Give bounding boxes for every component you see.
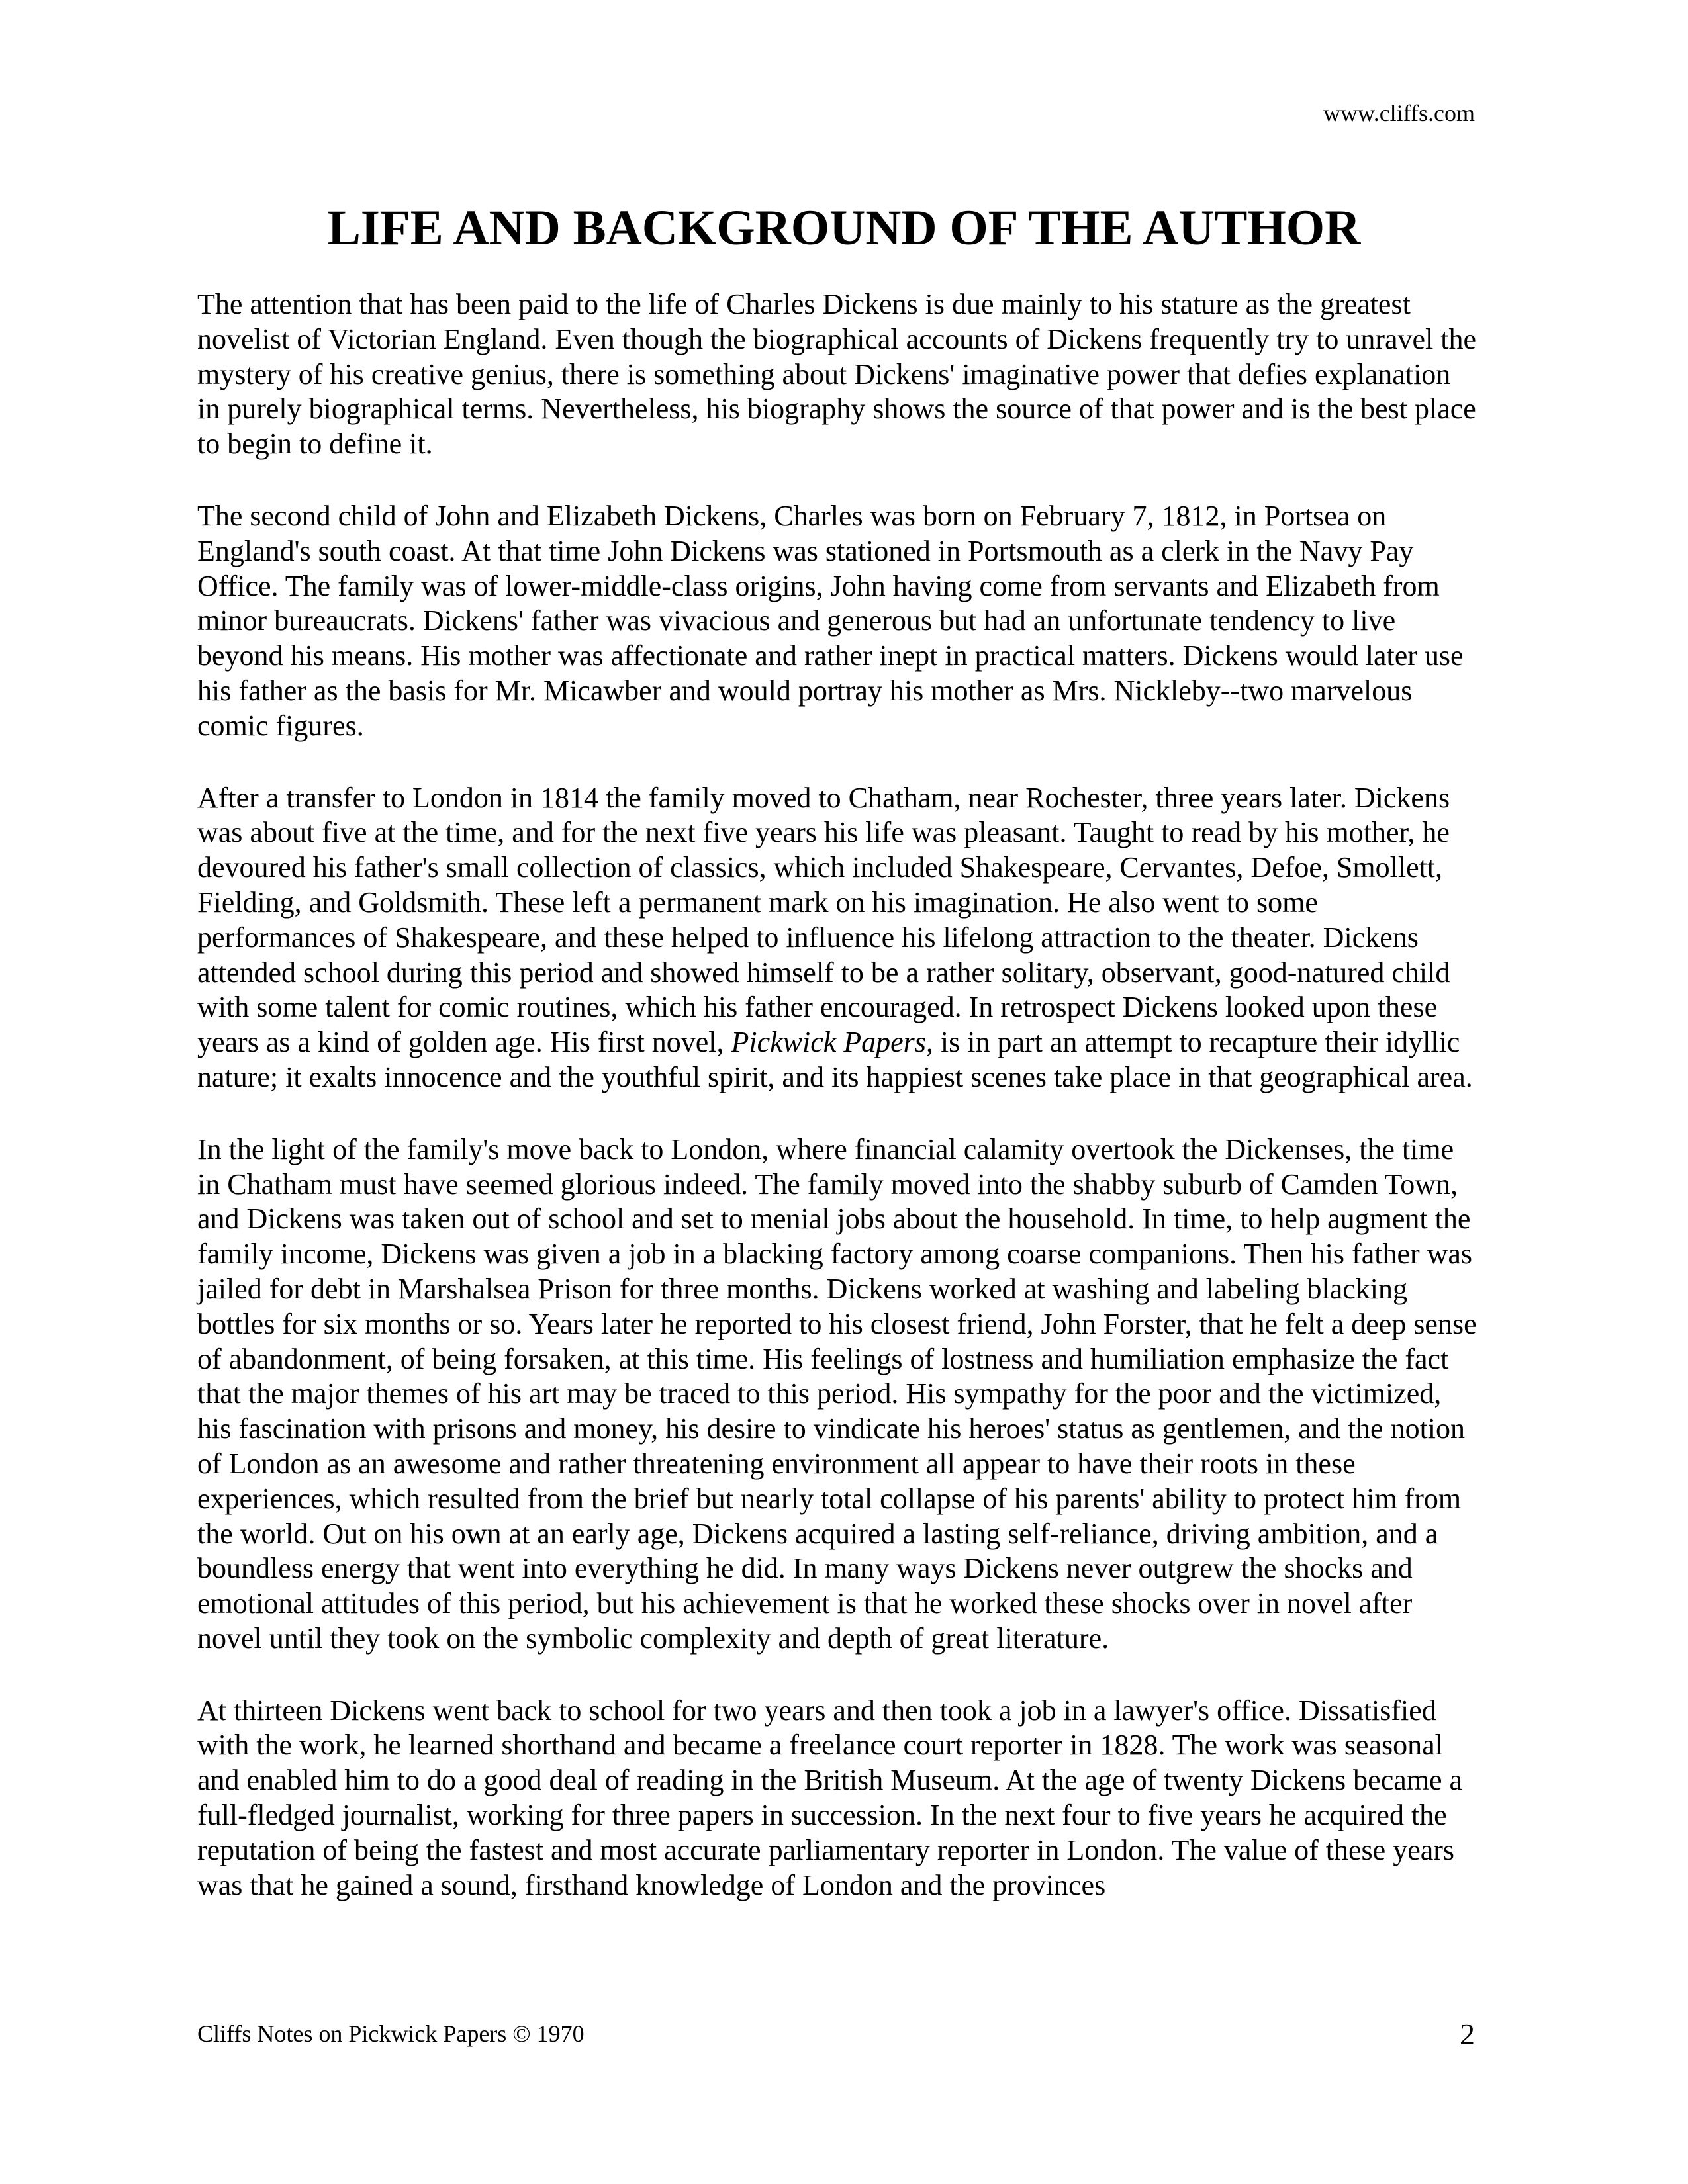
page-title: LIFE AND BACKGROUND OF THE AUTHOR [327, 201, 1361, 255]
paragraph-journalism: At thirteen Dickens went back to school for two years and then took a job in a lawyer's office. Dissatisfied with the work, he learned shorthand and became a freelance court reporter in 1828. The work was seasonal and enabled him to do a good deal of reading in the British Museum. At the age of twenty Dickens became a full-fledged journalist, working for three papers in succession. In the next four to five years he acquired the reputation of being the fastest and most accurate parliamentary reporter in London. The value of these years was that he gained a sound, firsthand knowledge of London and the provinces [197, 1694, 1463, 1901]
paragraph-intro: The attention that has been paid to the life of Charles Dickens is due mainly to his stature as the greatest novelist of Victorian England. Even though the biographical accounts of Dickens frequently try to unravel the mystery of his creative genius, there is something about Dickens' imaginative power that defies explanation in purely biographical terms. Nevertheless, his biography shows the source of that power and is the best place to begin to define it. [197, 288, 1477, 461]
paragraph-london: In the light of the family's move back to London, where financial calamity overtook the Dickenses, the time in Chatham must have seemed glorious indeed. The family moved into the shabby suburb of Camden Town, and Dickens was taken out of school and set to menial jobs about the household. In time, to help augment the family income, Dickens was given a job in a blacking factory among coarse companions. Then his father was jailed for debt in Marshalsea Prison for three months. Dickens worked at washing and labeling blacking bottles for six months or so. Years later he reported to his closest friend, John Forster, that he felt a deep sense of abandonment, of being forsaken, at this time. His feelings of lostness and humiliation emphasize the fact that the major themes of his art may be traced to this period. His sympathy for the poor and the victimized, his fascination with prisons and money, his desire to vindicate his heroes' status as gentlemen, and the notion of London as an awesome and rather threatening environment all appear to have their roots in these experiences, which resulted from the brief but nearly total collapse of his parents' ability to protect him from the world. Out on his own at an early age, Dickens acquired a lasting self-reliance, driving ambition, and a boundless energy that went into everything he did. In many ways Dickens never outgrew the shocks and emotional attitudes of this period, but his achievement is that he worked these shocks over in novel after novel until they took on the symbolic complexity and depth of great literature. [197, 1132, 1477, 1655]
paragraph-chatham [197, 781, 1479, 1095]
footer-source: Cliffs Notes on Pickwick Papers © 1970 [197, 2021, 585, 2047]
book-title-pickwick-papers: Pickwick Papers, [731, 1026, 933, 1059]
site-url: www.cliffs.com [1323, 100, 1475, 126]
article-body [197, 287, 1479, 1903]
page-number: 2 [1460, 2017, 1475, 2051]
paragraph-chatham-text-before: After a transfer to London in 1814 the family moved to Chatham, near Rochester, three years later. Dickens was about five at the time, and for the next five years his life was pleasant. Taught to read by his mother, he devoured his father's small collection of classics, which included Shakespeare, Cervantes, Defoe, Smollett, Fielding, and Goldsmith. These left a permanent mark on his imagination. He also went to some performances of Shakespeare, and these helped to influence his lifelong attraction to the theater. Dickens attended school during this period and showed himself to be a rather solitary, observant, good-natured child with some talent for comic routines, which his father encouraged. In retrospect Dickens looked upon these years as a kind of golden age. His first novel, [197, 781, 1450, 1059]
paragraph-birth: The second child of John and Elizabeth Dickens, Charles was born on February 7, 1812, in Portsea on England's south coast. At that time John Dickens was stationed in Portsmouth as a clerk in the Navy Pay Office. The family was of lower-middle-class origins, John having come from servants and Elizabeth from minor bureaucrats. Dickens' father was vivacious and generous but had an unfortunate tendency to live beyond his means. His mother was affectionate and rather inept in practical matters. Dickens would later use his father as the basis for Mr. Micawber and would portray his mother as Mrs. Nickleby--two marvelous comic figures. [197, 499, 1464, 742]
paragraph-chatham-text-after: is in part an attempt to recapture their idyllic nature; it exalts innocence and the youthful spirit, and its happiest scenes take place in that geographical area. [197, 1026, 1473, 1093]
